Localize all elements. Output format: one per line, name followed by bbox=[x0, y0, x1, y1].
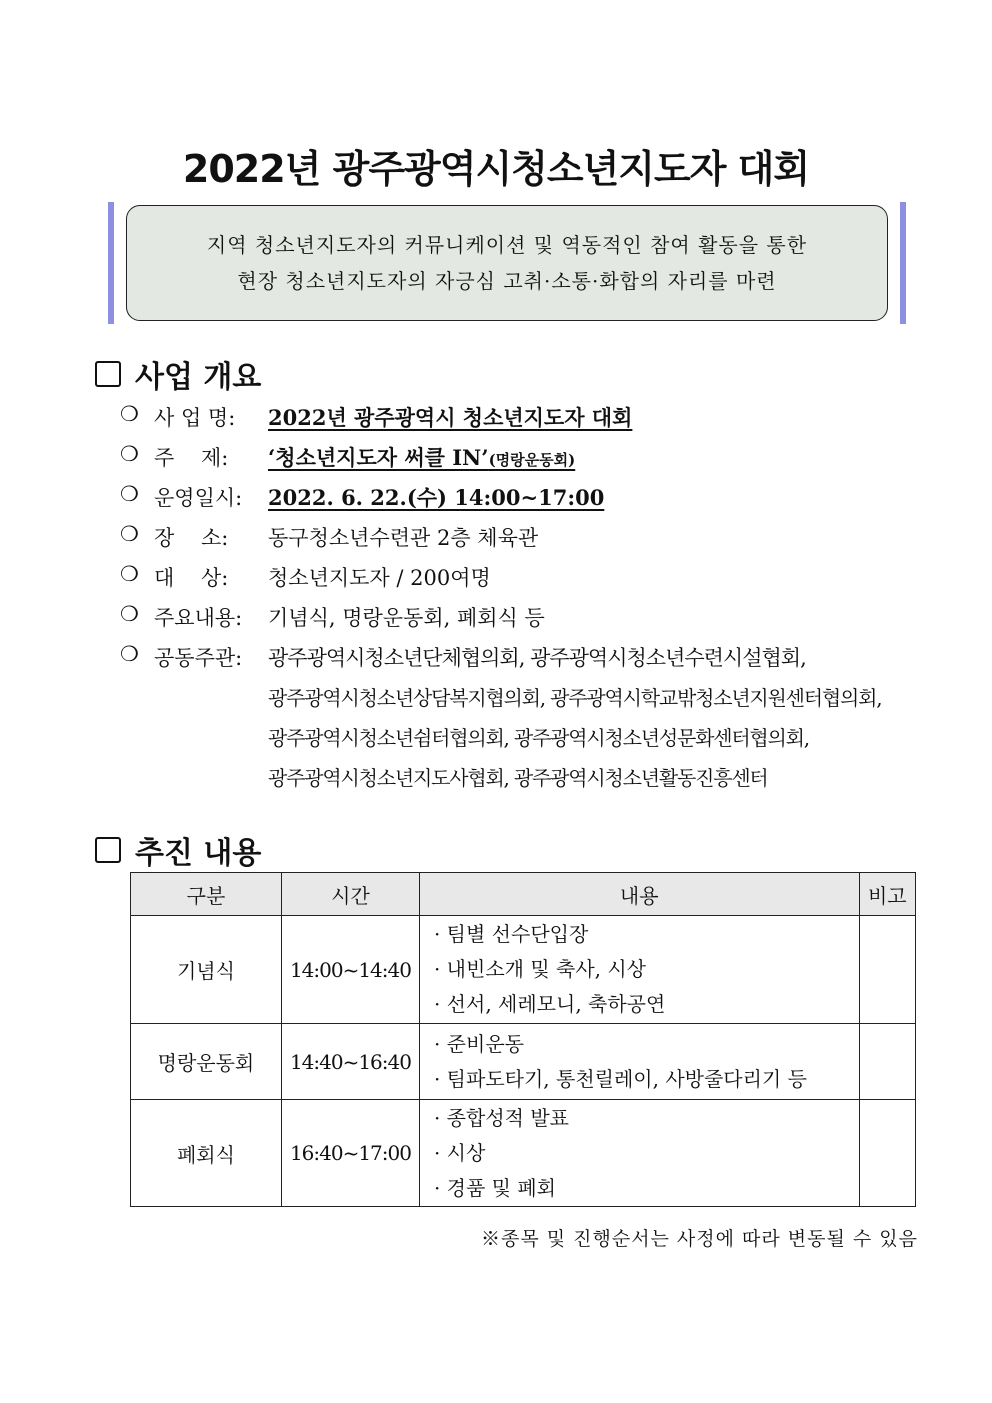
contents-cell bbox=[419, 1024, 859, 1100]
content-line: · 내빈소개 및 축사, 시상 bbox=[433, 957, 646, 981]
category-cell: 폐회식 bbox=[131, 1100, 282, 1207]
summary-left-bar bbox=[108, 202, 114, 324]
item-value: 광주광역시청소년단체협의회, 광주광역시청소년수련시설협회, bbox=[268, 646, 806, 670]
column-header: 시간 bbox=[281, 873, 419, 916]
item-label: 주요내용: bbox=[154, 606, 243, 630]
overview-item-cohosts bbox=[120, 642, 806, 672]
content-line: · 팀파도타기, 통천릴레이, 사방줄다리기 등 bbox=[433, 1066, 807, 1091]
contents-cell bbox=[419, 916, 859, 1024]
circle-bullet-icon: ❍ bbox=[120, 442, 139, 466]
cohosts-line: 광주광역시청소년지도사협회, 광주광역시청소년활동진흥센터 bbox=[268, 766, 768, 790]
circle-bullet-icon: ❍ bbox=[120, 402, 139, 426]
summary-line-1: 지역 청소년지도자의 커뮤니케이션 및 역동적인 참여 활동을 통한 bbox=[206, 233, 808, 257]
item-label: 사 업 명: bbox=[154, 406, 236, 430]
item-label: 주 제: bbox=[154, 446, 229, 470]
item-value: 동구청소년수련관 2층 체육관 bbox=[268, 526, 539, 550]
overview-item-contents bbox=[120, 602, 545, 632]
remarks-cell bbox=[859, 1024, 915, 1100]
overview-item-venue bbox=[120, 522, 538, 552]
circle-bullet-icon: ❍ bbox=[120, 602, 139, 626]
overview-item-target bbox=[120, 562, 491, 592]
content-line: · 선서, 세레모니, 축하공연 bbox=[433, 992, 666, 1016]
schedule-table bbox=[130, 872, 916, 1207]
circle-bullet-icon: ❍ bbox=[120, 482, 139, 506]
column-header: 비고 bbox=[859, 873, 915, 916]
cohosts-line: 광주광역시청소년상담복지협의회, 광주광역시학교밖청소년지원센터협의회, bbox=[268, 686, 882, 710]
circle-bullet-icon: ❍ bbox=[120, 642, 139, 666]
remarks-cell bbox=[859, 1100, 915, 1207]
summary-box bbox=[108, 202, 906, 324]
category-cell: 명랑운동회 bbox=[131, 1024, 282, 1100]
table-header-row bbox=[131, 873, 916, 916]
item-value bbox=[268, 442, 575, 472]
category-cell: 기념식 bbox=[131, 916, 282, 1024]
table-row bbox=[131, 916, 916, 1024]
item-value: 청소년지도자 / 200여명 bbox=[268, 566, 491, 590]
item-value: 2022. 6. 22.(수) 14:00~17:00 bbox=[268, 485, 605, 510]
theme-main: ‘청소년지도자 써클 IN’ bbox=[268, 445, 489, 470]
circle-bullet-icon: ❍ bbox=[120, 522, 139, 546]
theme-sub: (명랑운동회) bbox=[488, 451, 576, 469]
item-value: 2022년 광주광역시 청소년지도자 대회 bbox=[268, 405, 633, 430]
item-label: 장 소: bbox=[154, 526, 229, 550]
column-header: 구분 bbox=[131, 873, 282, 916]
document-title: 2022년 광주광역시청소년지도자 대회 bbox=[182, 147, 810, 191]
item-label: 대 상: bbox=[154, 566, 229, 590]
time-cell: 14:40~16:40 bbox=[281, 1024, 419, 1100]
section-plan-title: 추진 내용 bbox=[135, 836, 262, 871]
overview-item-name bbox=[120, 402, 632, 432]
content-line: · 경품 및 폐회 bbox=[433, 1175, 556, 1200]
overview-item-datetime bbox=[120, 482, 604, 512]
content-line: · 종합성적 발표 bbox=[433, 1105, 569, 1130]
content-line: · 준비운동 bbox=[433, 1031, 524, 1056]
item-value: 기념식, 명랑운동회, 폐회식 등 bbox=[268, 606, 545, 630]
section-overview-title: 사업 개요 bbox=[135, 360, 262, 395]
time-cell: 16:40~17:00 bbox=[281, 1100, 419, 1207]
content-line: · 팀별 선수단입장 bbox=[433, 922, 589, 946]
content-line: · 시상 bbox=[433, 1140, 486, 1165]
remarks-cell bbox=[859, 916, 915, 1024]
table-row bbox=[131, 1100, 916, 1207]
section-overview-heading bbox=[95, 352, 261, 396]
summary-panel bbox=[126, 205, 888, 321]
table-row bbox=[131, 1024, 916, 1100]
circle-bullet-icon: ❍ bbox=[120, 562, 139, 586]
item-label: 공동주관: bbox=[154, 646, 243, 670]
time-cell: 14:00~14:40 bbox=[281, 916, 419, 1024]
column-header: 내용 bbox=[419, 873, 859, 916]
checkbox-icon bbox=[95, 837, 121, 863]
footnote: ※종목 및 진행순서는 사정에 따라 변동될 수 있음 bbox=[480, 1228, 918, 1250]
checkbox-icon bbox=[95, 361, 121, 387]
cohosts-line: 광주광역시청소년쉼터협의회, 광주광역시청소년성문화센터협의회, bbox=[268, 726, 809, 750]
overview-item-theme bbox=[120, 442, 575, 472]
contents-cell bbox=[419, 1100, 859, 1207]
summary-right-bar bbox=[900, 202, 906, 324]
section-plan-heading bbox=[95, 828, 261, 872]
item-label: 운영일시: bbox=[154, 486, 243, 510]
summary-line-2: 현장 청소년지도자의 자긍심 고취·소통·화합의 자리를 마련 bbox=[237, 269, 777, 293]
